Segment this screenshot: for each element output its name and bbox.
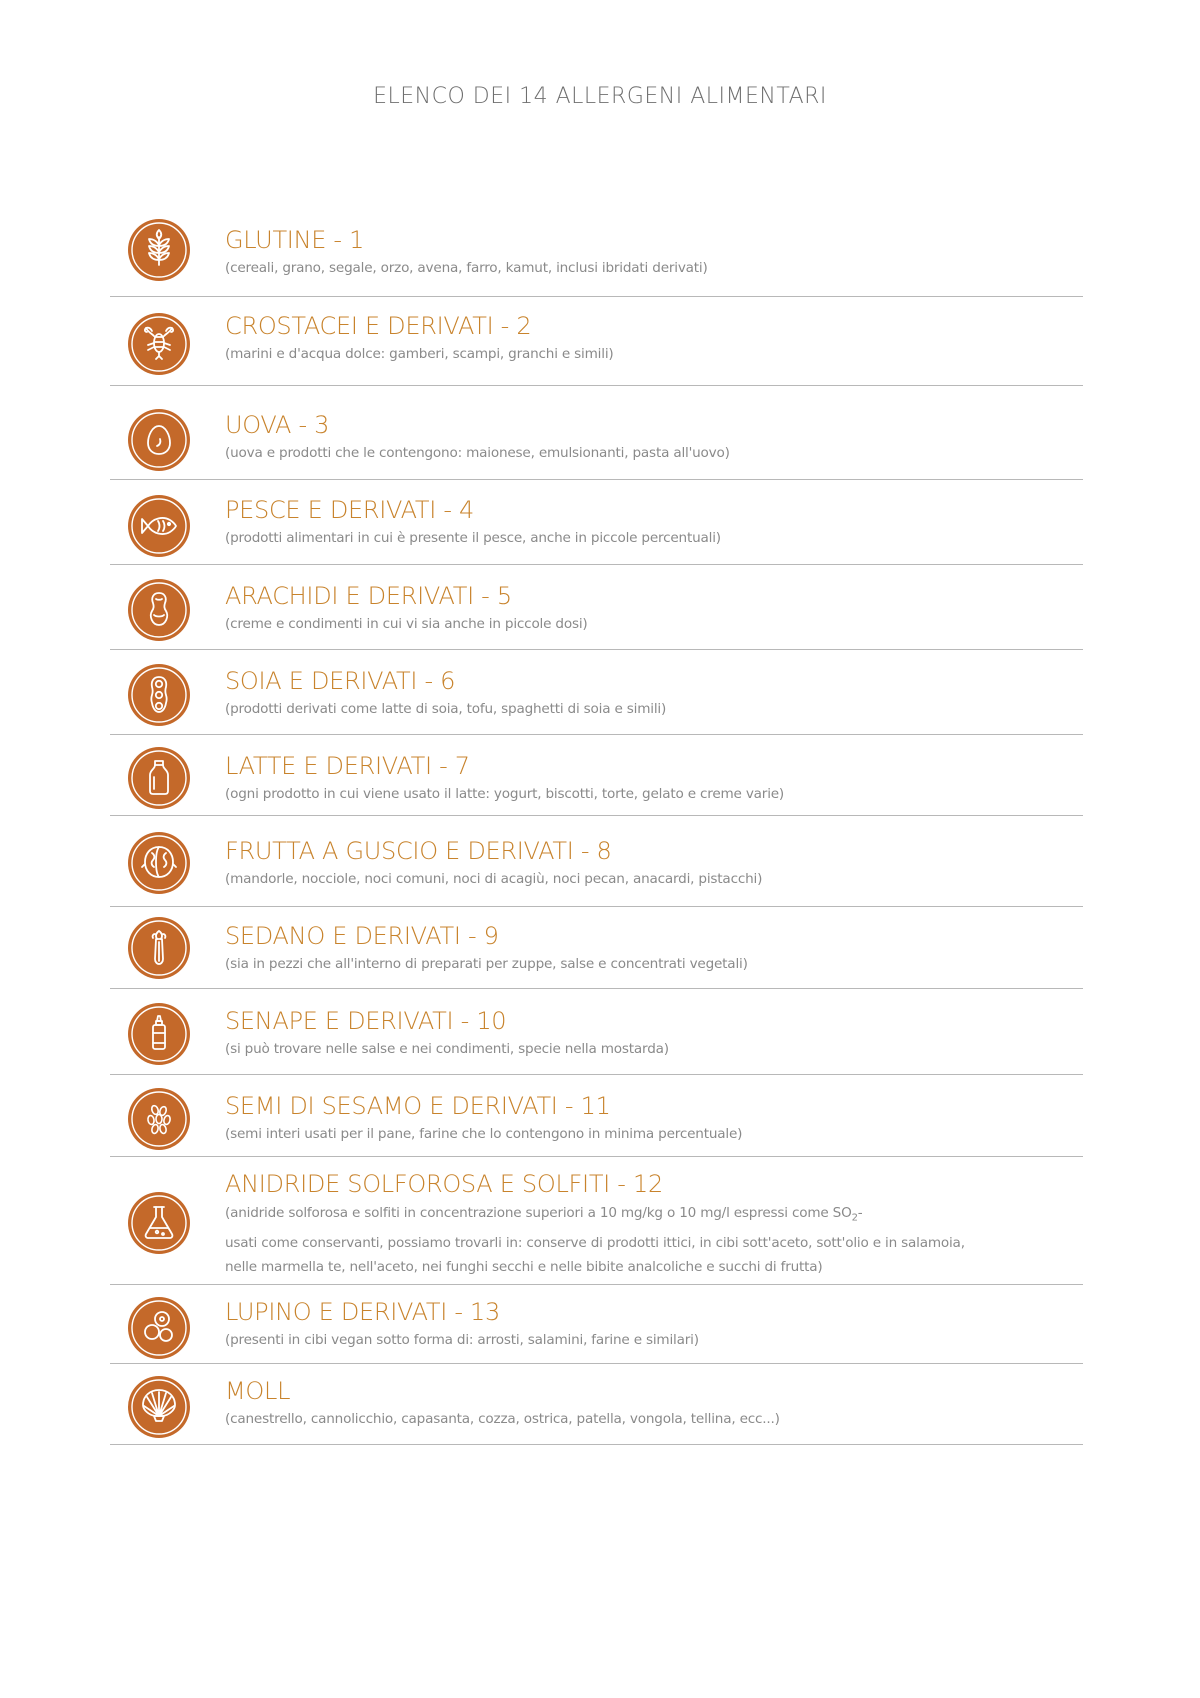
page-title: ELENCO DEI 14 ALLERGENI ALIMENTARI: [373, 84, 827, 109]
description-line: (anidride solforosa e solfiti in concentrazione superiori a 10 mg/kg o 10 mg/l espressi come $SO_2-$: [225, 1205, 863, 1224]
divider: [110, 296, 1083, 297]
milk-bottle-icon: [128, 747, 190, 809]
divider: [110, 564, 1083, 565]
shell-icon: [128, 1376, 190, 1438]
allergen-name: SEMI DI SESAMO E DERIVATI - 11: [225, 1092, 611, 1120]
allergen-name: FRUTTA A GUSCIO E DERIVATI - 8: [225, 837, 612, 865]
allergen-name: UOVA - 3: [225, 411, 330, 439]
allergen-name: PESCE E DERIVATI - 4: [225, 496, 474, 524]
fish-icon: [128, 495, 190, 557]
description-line: usati come conservanti, possiamo trovarli in: conserve di prodotti ittici, in cibi sott'aceto, sott'olio e in salamoia,: [225, 1234, 965, 1251]
allergen-name: SEDANO E DERIVATI - 9: [225, 922, 499, 950]
allergen-description: (uova e prodotti che le contengono: maionese, emulsionanti, pasta all'uovo): [225, 445, 730, 461]
allergen-description: (ogni prodotto in cui viene usato il latte: yogurt, biscotti, torte, gelato e creme varie): [225, 786, 785, 802]
allergen-description: (canestrello, cannolicchio, capasanta, cozza, ostrica, patella, vongola, tellina, ecc...): [225, 1411, 780, 1427]
egg-icon: [128, 409, 190, 471]
divider: [110, 906, 1083, 907]
allergen-description: (creme e condimenti in cui vi sia anche in piccole dosi): [225, 616, 588, 632]
divider: [110, 385, 1083, 386]
divider: [110, 479, 1083, 480]
celery-icon: [128, 917, 190, 979]
allergen-name: LATTE E DERIVATI - 7: [225, 752, 470, 780]
allergen-description: (prodotti alimentari in cui è presente il pesce, anche in piccole percentuali): [225, 530, 721, 546]
divider: [110, 734, 1083, 735]
soy-icon: [128, 664, 190, 726]
allergen-description: (si può trovare nelle salse e nei condimenti, specie nella mostarda): [225, 1041, 669, 1057]
allergen-description: (mandorle, nocciole, noci comuni, noci di acagiù, noci pecan, anacardi, pistacchi): [225, 871, 763, 887]
allergen-name: GLUTINE - 1: [225, 226, 365, 254]
lobster-icon: [128, 313, 190, 375]
peanut-icon: [128, 579, 190, 641]
allergen-name: ANIDRIDE SOLFOROSA E SOLFITI - 12: [225, 1170, 663, 1198]
allergen-description: (sia in pezzi che all'interno di preparati per zuppe, salse e concentrati vegetali): [225, 956, 748, 972]
allergen-name: CROSTACEI E DERIVATI - 2: [225, 312, 532, 340]
divider: [110, 1074, 1083, 1075]
allergen-description: (prodotti derivati come latte di soia, tofu, spaghetti di soia e simili): [225, 701, 667, 717]
allergen-description: [225, 1201, 1045, 1279]
divider: [110, 1363, 1083, 1364]
allergen-name: SOIA E DERIVATI - 6: [225, 667, 456, 695]
divider: [110, 1444, 1083, 1445]
lupin-icon: [128, 1297, 190, 1359]
allergen-name: LUPINO E DERIVATI - 13: [225, 1298, 500, 1326]
allergen-name: MOLL: [225, 1377, 291, 1405]
divider: [110, 1156, 1083, 1157]
nut-icon: [128, 832, 190, 894]
allergen-name: ARACHIDI E DERIVATI - 5: [225, 582, 512, 610]
divider: [110, 649, 1083, 650]
allergen-description: (marini e d'acqua dolce: gamberi, scampi, granchi e simili): [225, 346, 614, 362]
wheat-icon: [128, 219, 190, 281]
allergen-description: (cereali, grano, segale, orzo, avena, farro, kamut, inclusi ibridati derivati): [225, 260, 708, 276]
description-line: nelle marmella te, nell'aceto, nei funghi secchi e nelle bibite analcoliche e succhi di frutta): [225, 1258, 823, 1275]
allergen-name: SENAPE E DERIVATI - 10: [225, 1007, 507, 1035]
divider: [110, 1284, 1083, 1285]
mustard-bottle-icon: [128, 1003, 190, 1065]
sesame-icon: [128, 1088, 190, 1150]
allergen-description: (semi interi usati per il pane, farine che lo contengono in minima percentuale): [225, 1126, 743, 1142]
flask-icon: [128, 1192, 190, 1254]
allergen-description: (presenti in cibi vegan sotto forma di: arrosti, salamini, farine e similari): [225, 1332, 699, 1348]
divider: [110, 988, 1083, 989]
divider: [110, 815, 1083, 816]
